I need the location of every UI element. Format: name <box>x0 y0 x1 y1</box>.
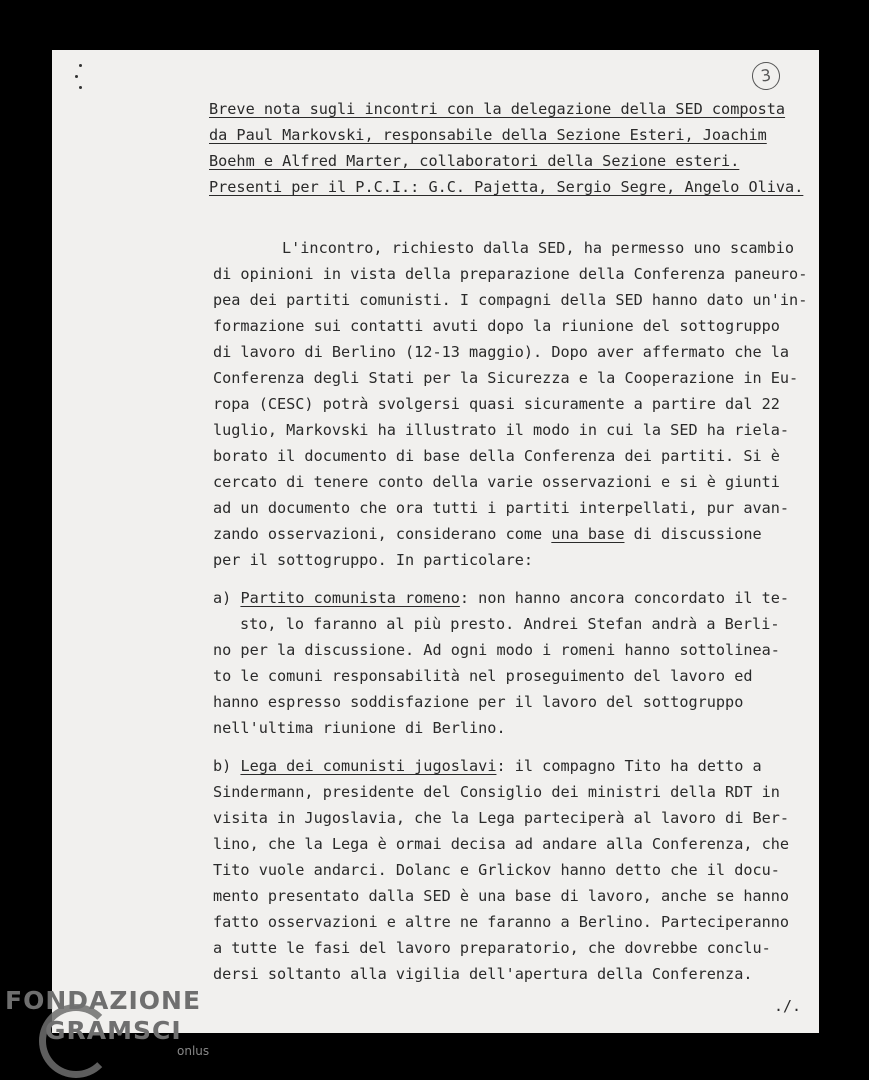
watermark-suffix: onlus <box>177 1044 210 1058</box>
item-title: Partito comunista romeno <box>240 589 460 607</box>
item-line: to le comuni responsabilità nel proseguimento del lavoro ed <box>213 667 753 685</box>
body-line: di lavoro di Berlino (12-13 maggio). Dopo aver affermato che la <box>213 343 790 361</box>
item-line: sto, lo faranno al più presto. Andrei Stefan andrà a Berli- <box>240 615 780 633</box>
body-line: di opinioni in vista della preparazione della Conferenza paneuro- <box>213 265 808 283</box>
body-text: zando osservazioni, considerano come <box>213 525 552 543</box>
item-line: dersi soltanto alla vigilia dell'apertura della Conferenza. <box>213 965 753 983</box>
item-marker: b) <box>213 757 241 775</box>
item-line: mento presentato dalla SED è una base di lavoro, anche se hanno <box>213 887 790 905</box>
underlined-phrase: una base <box>551 525 625 543</box>
body-line: luglio, Markovski ha illustrato il modo in cui la SED ha riela- <box>213 421 790 439</box>
item-line: no per la discussione. Ad ogni modo i romeni hanno sottolinea- <box>213 641 780 659</box>
header-line: da Paul Markovski, responsabile della Sezione Esteri, Joachim <box>209 126 767 144</box>
watermark-line1: FONDAZIONE <box>5 986 202 1015</box>
header-line: Presenti per il P.C.I.: G.C. Pajetta, Sergio Segre, Angelo Oliva. <box>209 178 804 196</box>
item-marker: a) <box>213 589 241 607</box>
item-text: : non hanno ancora concordato il te- <box>459 589 790 607</box>
body-line: ad un documento che ora tutti i partiti interpellati, pur avan- <box>213 499 790 517</box>
body-line: ropa (CESC) potrà svolgersi quasi sicuramente a partire dal 22 <box>213 395 780 413</box>
item-line: Sindermann, presidente del Consiglio dei ministri della RDT in <box>213 783 780 801</box>
body-line: L'incontro, richiesto dalla SED, ha permesso uno scambio <box>282 239 795 257</box>
item-line: hanno espresso soddisfazione per il lavoro del sottogruppo <box>213 693 744 711</box>
header-line: Breve nota sugli incontri con la delegazione della SED composta <box>209 100 786 118</box>
item-line: lino, che la Lega è ormai decisa ad andare alla Conferenza, che <box>213 835 790 853</box>
item-title: Lega dei comunisti jugoslavi <box>240 757 497 775</box>
body-line: borato il documento di base della Conferenza dei partiti. Si è <box>213 447 780 465</box>
document-page <box>52 50 819 1033</box>
continuation-mark: ./. <box>774 997 802 1015</box>
item-line <box>213 588 789 608</box>
item-line: Tito vuole andarci. Dolanc e Grlickov hanno detto che il docu- <box>213 861 780 879</box>
item-line: fatto osservazioni e altre ne faranno a Berlino. Parteciperanno <box>213 913 790 931</box>
fondazione-gramsci-watermark <box>5 986 225 1076</box>
item-line <box>213 756 762 776</box>
body-line: cercato di tenere conto della varie osservazioni e si è giunti <box>213 473 780 491</box>
header-line: Boehm e Alfred Marter, collaboratori della Sezione esteri. <box>209 152 740 170</box>
item-text: : il compagno Tito ha detto a <box>496 757 762 775</box>
item-line: a tutte le fasi del lavoro preparatorio, che dovrebbe conclu- <box>213 939 771 957</box>
item-line: visita in Jugoslavia, che la Lega parteciperà al lavoro di Ber- <box>213 809 790 827</box>
item-line: nell'ultima riunione di Berlino. <box>213 719 506 737</box>
body-text: di discussione <box>624 525 762 543</box>
body-line: formazione sui contatti avuti dopo la riunione del sottogruppo <box>213 317 780 335</box>
body-line <box>213 524 762 544</box>
watermark-line2: GRAMSCI <box>45 1016 182 1045</box>
body-line: per il sottogruppo. In particolare: <box>213 551 534 569</box>
body-line: Conferenza degli Stati per la Sicurezza e la Cooperazione in Eu- <box>213 369 799 387</box>
page-number: 3 <box>750 60 782 92</box>
punch-marks <box>75 64 83 90</box>
body-line: pea dei partiti comunisti. I compagni della SED hanno dato un'in- <box>213 291 808 309</box>
